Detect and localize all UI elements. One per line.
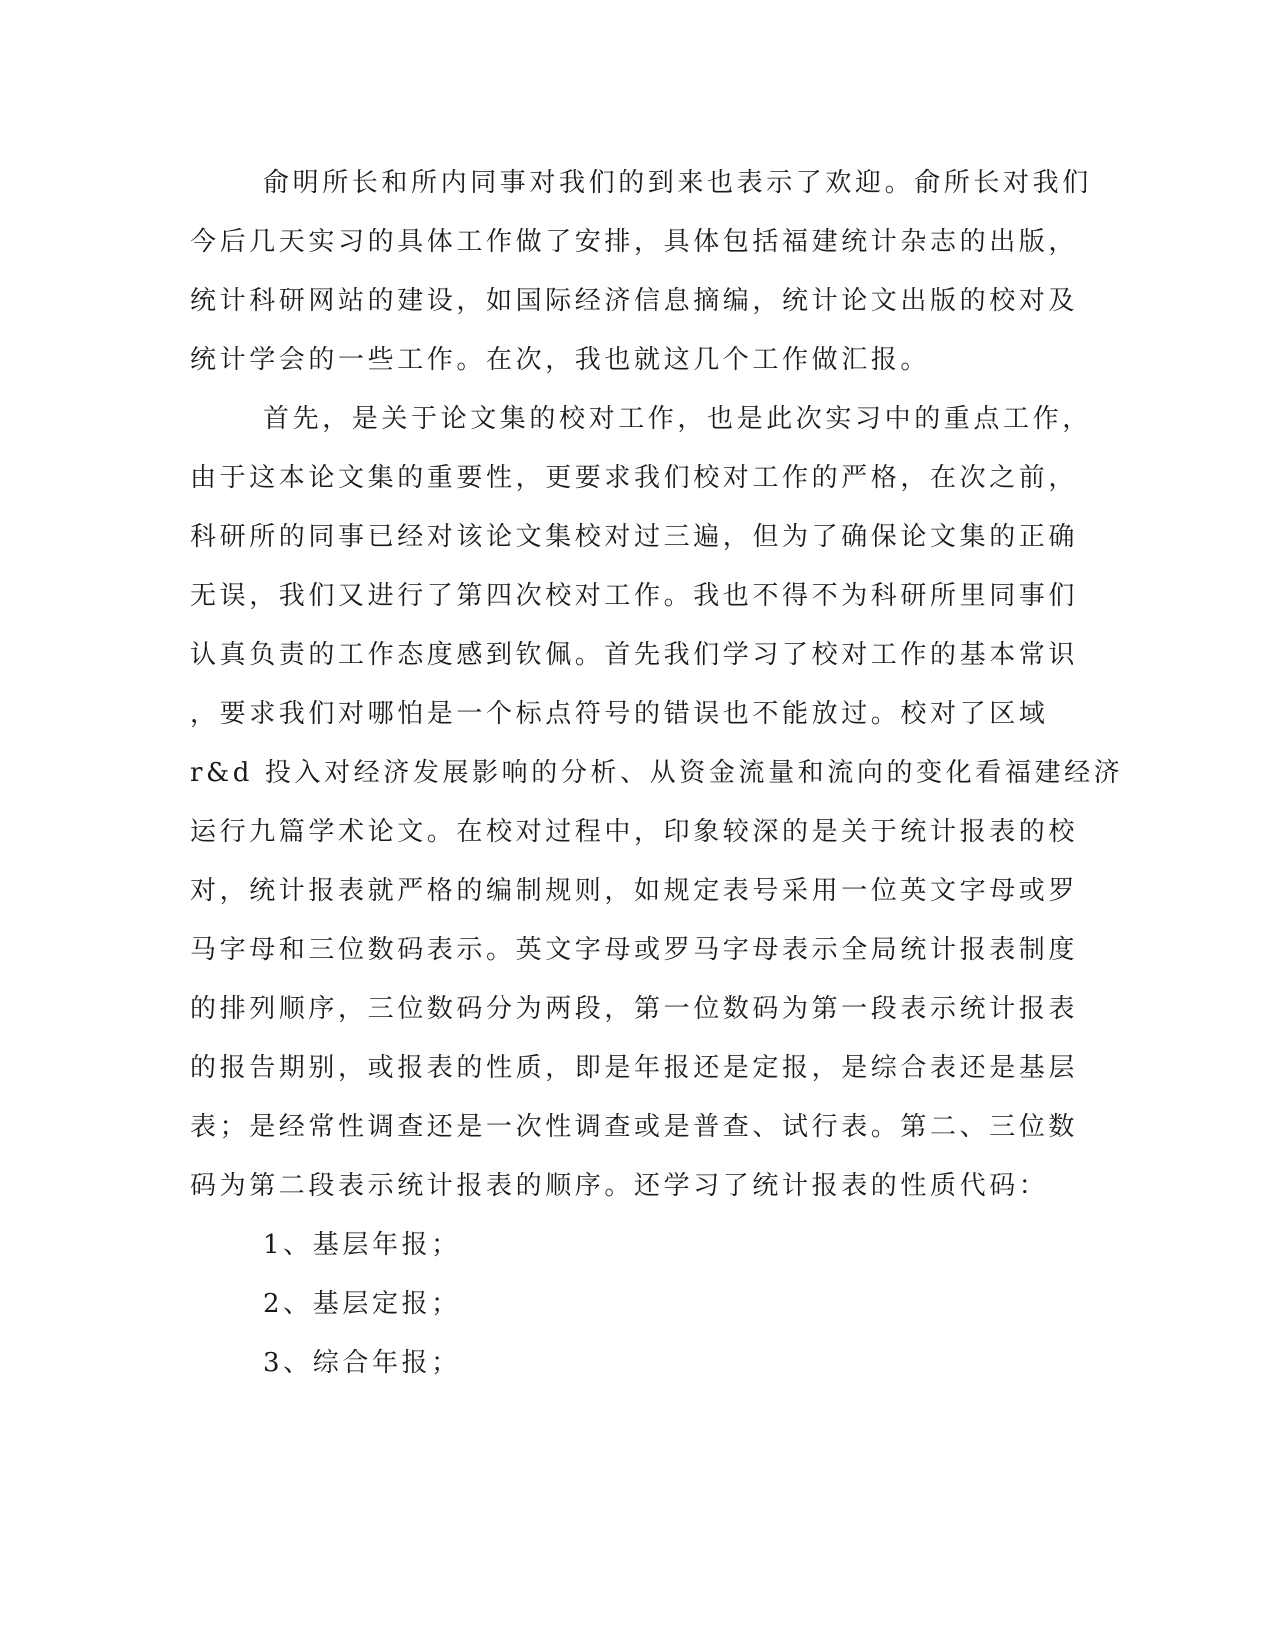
text-line: 认真负责的工作态度感到钦佩。首先我们学习了校对工作的基本常识	[190, 640, 1079, 670]
text-line: 由于这本论文集的重要性，更要求我们校对工作的严格，在次之前，	[190, 463, 1079, 493]
list-item: 2、基层定报；	[263, 1289, 461, 1319]
text-line: 的报告期别，或报表的性质，即是年报还是定报，是综合表还是基层	[190, 1053, 1079, 1083]
text-line: 科研所的同事已经对该论文集校对过三遍，但为了确保论文集的正确	[190, 522, 1079, 552]
list-item: 3、综合年报；	[263, 1348, 461, 1378]
text-line: 表；是经常性调查还是一次性调查或是普查、试行表。第二、三位数	[190, 1112, 1079, 1142]
text-line: 统计科研网站的建设，如国际经济信息摘编，统计论文出版的校对及	[190, 286, 1079, 316]
text-line: 码为第二段表示统计报表的顺序。还学习了统计报表的性质代码：	[190, 1171, 1049, 1201]
text-line: 今后几天实习的具体工作做了安排，具体包括福建统计杂志的出版，	[190, 227, 1079, 257]
text-line: 运行九篇学术论文。在校对过程中，印象较深的是关于统计报表的校	[190, 817, 1079, 847]
list-item: 1、基层年报；	[263, 1230, 461, 1260]
text-line: 对，统计报表就严格的编制规则，如规定表号采用一位英文字母或罗	[190, 876, 1079, 906]
text-line: ，要求我们对哪怕是一个标点符号的错误也不能放过。校对了区域	[190, 699, 1049, 729]
text-line: 首先，是关于论文集的校对工作，也是此次实习中的重点工作，	[263, 404, 1092, 434]
text-line: r&d 投入对经济发展影响的分析、从资金流量和流向的变化看福建经济	[190, 758, 1124, 788]
text-line: 俞明所长和所内同事对我们的到来也表示了欢迎。俞所长对我们	[263, 168, 1092, 198]
text-line: 统计学会的一些工作。在次，我也就这几个工作做汇报。	[190, 345, 931, 375]
text-line: 的排列顺序，三位数码分为两段，第一位数码为第一段表示统计报表	[190, 994, 1079, 1024]
text-line: 马字母和三位数码表示。英文字母或罗马字母表示全局统计报表制度	[190, 935, 1079, 965]
text-line: 无误，我们又进行了第四次校对工作。我也不得不为科研所里同事们	[190, 581, 1079, 611]
